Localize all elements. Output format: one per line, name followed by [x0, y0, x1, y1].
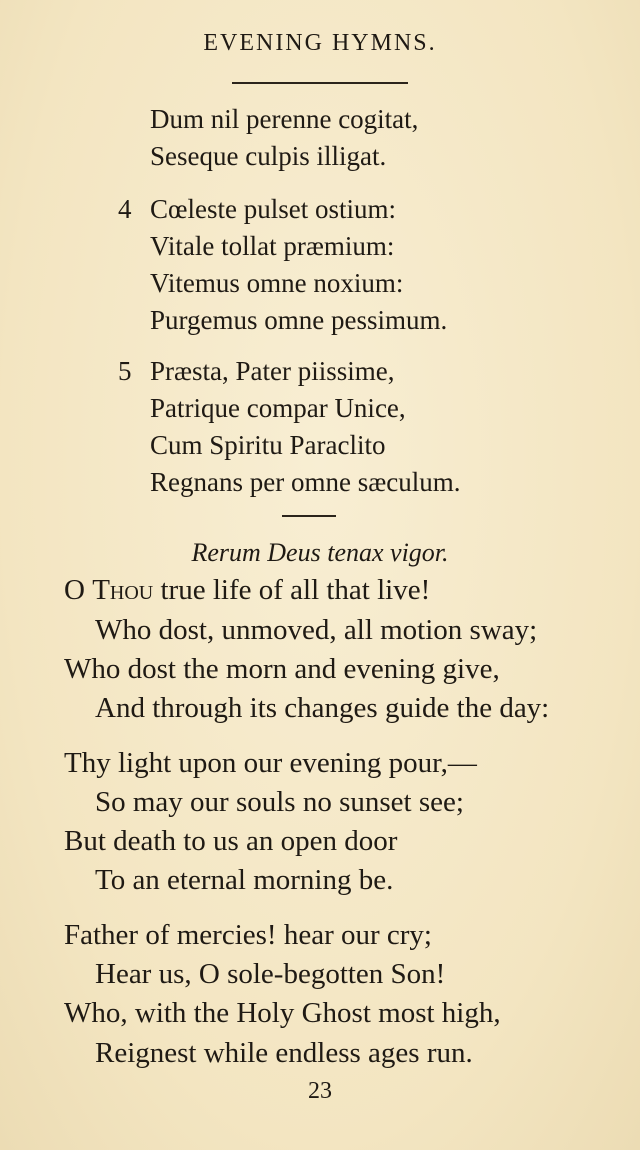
hymn-title: Rerum Deus tenax vigor. [191, 538, 449, 567]
latin-line: Vitemus omne noxium: [150, 268, 404, 298]
english-line: Father of mercies! hear our cry; [64, 919, 432, 951]
english-line: Thy light upon our evening pour,— [64, 747, 477, 779]
section-rule [282, 515, 336, 517]
english-line: And through its changes guide the day: [95, 692, 550, 724]
english-line: Reignest while endless ages run. [95, 1037, 473, 1069]
english-line: Who dost, unmoved, all motion sway; [95, 614, 538, 646]
english-line: Who dost the morn and evening give, [64, 653, 500, 685]
english-line: To an eternal morning be. [95, 864, 394, 896]
english-line: Who, with the Holy Ghost most high, [64, 997, 501, 1029]
first-word-caps: Thou [92, 574, 154, 606]
header-rule [232, 82, 408, 84]
latin-line: Purgemus omne pessimum. [150, 305, 448, 335]
first-word: O [64, 574, 85, 606]
stanza-number: 4 [118, 194, 132, 224]
english-first-line [64, 576, 430, 605]
first-line-rest: true life of all that live! [153, 574, 431, 606]
stanza-number: 5 [118, 356, 132, 386]
english-line: So may our souls no sunset see; [95, 786, 464, 818]
latin-line: Cœleste pulset ostium: [150, 194, 396, 224]
latin-line: Seseque culpis illigat. [150, 141, 387, 171]
latin-line: Regnans per omne sæculum. [150, 467, 461, 497]
running-header: EVENING HYMNS. [203, 30, 437, 56]
latin-line: Patrique compar Unice, [150, 393, 406, 423]
english-line: But death to us an open door [64, 825, 398, 857]
latin-line: Præsta, Pater piissime, [150, 356, 395, 386]
english-line: Hear us, O sole-begotten Son! [95, 958, 446, 990]
latin-line: Dum nil perenne cogitat, [150, 104, 419, 134]
latin-line: Cum Spiritu Paraclito [150, 430, 386, 460]
latin-line: Vitale tollat præmium: [150, 231, 395, 261]
page-number: 23 [308, 1078, 332, 1104]
